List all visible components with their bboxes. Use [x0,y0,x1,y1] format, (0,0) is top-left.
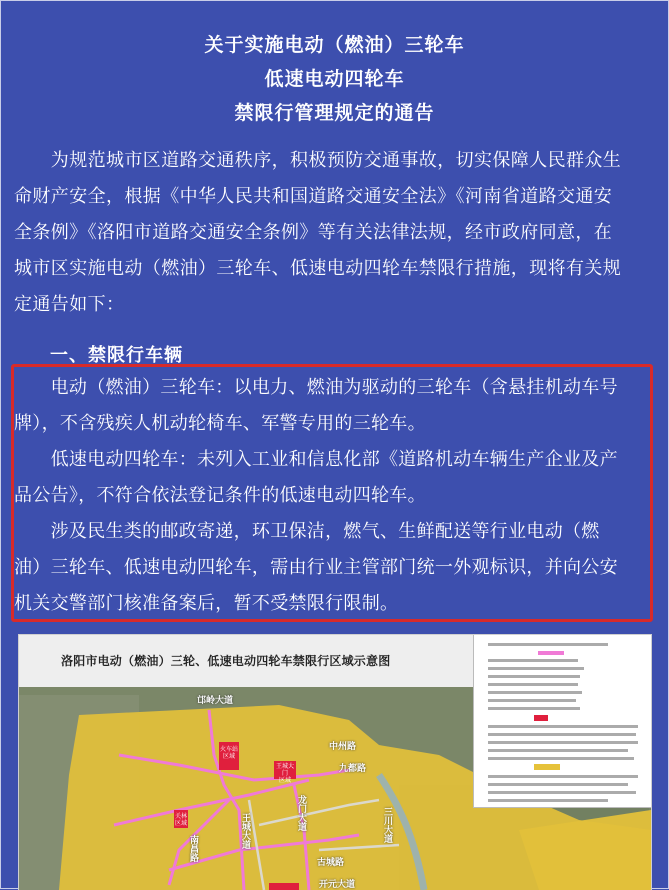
road-label: 九都路 [339,764,367,774]
legend-text-line [488,733,636,736]
legend-text-line [488,799,608,802]
definition-line: 低速电动四轮车：未列入工业和信息化部《道路机动车辆生产企业及产 [14,449,618,470]
legend-text-line [488,749,628,752]
legend-text-line [488,659,578,662]
section-heading: 一、禁限行车辆 [50,345,183,366]
intro-line: 定通告如下： [14,294,125,315]
road-label: 王城大道 [240,813,250,849]
legend-text-line [488,675,580,678]
intro-line: 全条例》《洛阳市道路交通安全条例》等有关法律法规，经市政府同意，在 [14,222,613,243]
legend-block-swatch [534,715,548,721]
definitions-paragraph [14,370,652,622]
legend-text-line [488,783,628,786]
legend-route-swatch [538,651,564,655]
definition-line: 机关交警部门核准备案后，暂不受禁限行限制。 [14,593,399,614]
road-label: 邙岭大道 [197,696,234,706]
legend-text-line [488,707,580,710]
road-label: 古城路 [317,858,345,868]
intro-line: 城市区实施电动（燃油）三轮车、低速电动四轮车禁限行措施，现将有关规 [14,258,622,279]
legend-text-line [488,791,636,794]
map-legend [473,635,652,808]
definition-line: 涉及民生类的邮政寄递，环卫保洁，燃气、生鲜配送等行业电动（燃 [14,521,600,542]
road-label: 南昌路 [188,835,198,862]
definition-line: 油）三轮车、低速电动四轮车，需由行业主管部门统一外观标识，并向公安 [14,557,618,578]
legend-text-line [488,683,578,686]
map-title: 洛阳市电动（燃油）三轮、低速电动四轮车禁限行区域示意图 [61,654,391,668]
legend-text-line [488,757,634,760]
legend-text-line [488,667,584,670]
block-label: 王城大门 区域 [275,763,294,784]
legend-zone-swatch [534,764,560,770]
block-label: 关林 区域 [174,813,187,827]
definition-line: 品公告》，不符合依法登记条件的低速电动四轮车。 [14,485,426,506]
legend-text-line [488,643,608,646]
block-label: 火车站 区域 [220,746,239,760]
legend-text-line [488,775,638,778]
intro-line: 为规范城市区道路交通秩序，积极预防交通事故，切实保障人民群众生 [14,150,622,171]
road-label: 龙门大道 [296,795,306,831]
intro-line: 命财产安全，根据《中华人民共和国道路交通安全法》《河南省道路交通安 [14,186,613,207]
restriction-map [18,634,652,890]
legend-text-line [488,691,582,694]
legend-text-line [488,725,638,728]
road-label: 开元大道 [319,880,356,890]
definition-line: 牌），不含残疾人机动轮椅车、军警专用的三轮车。 [14,413,426,434]
road-label: 中州路 [329,742,357,752]
notice-title-line-2: 低速电动四轮车 [264,68,405,90]
notice-title-line-1: 关于实施电动（燃油）三轮车 [204,34,465,56]
road-label: 三川大道 [382,807,392,843]
notice-title-line-3: 禁限行管理规定的通告 [234,102,435,124]
intro-paragraph [14,143,655,323]
legend-text-line [488,741,638,744]
definition-line: 电动（燃油）三轮车：以电力、燃油为驱动的三轮车（含悬挂机动车号 [14,377,618,398]
legend-text-line [488,699,576,702]
